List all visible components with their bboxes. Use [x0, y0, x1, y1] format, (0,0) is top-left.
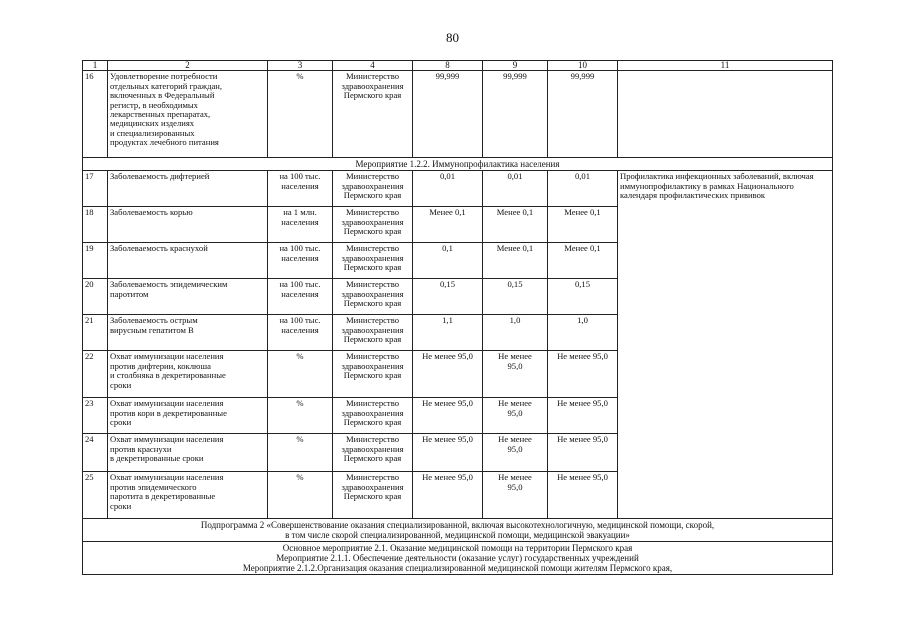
cell-text-line: продуктах лечебного питания	[110, 137, 219, 148]
value-col-10	[548, 207, 618, 243]
cell-text-line: сроки	[110, 417, 132, 428]
unit-cell	[268, 351, 333, 398]
value-col-10	[548, 398, 618, 434]
unit-cell	[268, 171, 333, 207]
cell-text-line: 0,01	[507, 171, 523, 182]
cell-text-line: сроки	[110, 500, 132, 511]
cell-text-line: вирусным гепатитом В	[110, 324, 194, 335]
cell-text-line: 0,1	[442, 243, 453, 254]
cell-text-line: населения	[281, 252, 319, 263]
cell-text-line: Пермского края	[343, 417, 402, 428]
unit-cell	[268, 434, 333, 472]
cell-text-line: на 1 млн.	[283, 207, 317, 218]
cell-text-line: здравоохранения	[341, 80, 404, 91]
indicator-name	[108, 207, 268, 243]
value-col-10	[548, 171, 618, 207]
cell-text-line: Не менее 95,0	[422, 398, 473, 409]
header-cell: 9	[483, 61, 548, 71]
cell-text-line: Не менее	[498, 398, 532, 409]
value-col-8	[413, 315, 483, 351]
cell-text-line: Не менее	[498, 472, 532, 483]
unit-cell	[268, 207, 333, 243]
cell-text-line: против кори в декретированные	[110, 407, 227, 418]
value-col-10	[548, 472, 618, 519]
cell-text-line: здравоохранения	[341, 360, 404, 371]
value-col-9	[483, 71, 548, 158]
cell-text-line: Заболеваемость корью	[110, 207, 193, 218]
cell-text-line: Пермского края	[343, 90, 402, 101]
value-col-8	[413, 171, 483, 207]
cell-text-line: 95,0	[507, 481, 523, 492]
cell-text-line: 95,0	[507, 407, 523, 418]
cell-text-line: Менее 0,1	[564, 243, 601, 254]
cell-text-line: 99,999	[570, 71, 595, 82]
table-row	[83, 171, 833, 207]
cell-text-line: %	[296, 472, 304, 483]
cell-text-line: Охват иммунизации населения	[110, 472, 224, 483]
value-col-10	[548, 315, 618, 351]
section-title: Мероприятие 1.2.2. Иммунопрофилактика населения	[83, 158, 833, 171]
value-col-8	[413, 279, 483, 315]
responsible-org	[333, 398, 413, 434]
row-number: 20	[83, 279, 108, 315]
cell-text-line: Заболеваемость дифтерией	[110, 171, 210, 182]
cell-text-line: Основное мероприятие 2.1. Оказание медицинской помощи на территории Пермского края	[282, 543, 633, 554]
cell-text-line: 0,15	[574, 279, 591, 290]
row-number: 17	[83, 171, 108, 207]
value-col-8	[413, 472, 483, 519]
unit-cell	[268, 315, 333, 351]
cell-text-line: против дифтерии, коклюша	[110, 360, 211, 371]
cell-text-line: регистр, в необходимых	[110, 99, 198, 110]
cell-text-line: %	[296, 71, 304, 82]
cell-text-line: Не менее 95,0	[557, 398, 608, 409]
value-col-8	[413, 71, 483, 158]
cell-text-line: 1,1	[442, 315, 453, 326]
indicator-name	[108, 279, 268, 315]
cell-text-line: Охват иммунизации населения	[110, 398, 224, 409]
cell-text-line: 99,999	[503, 71, 527, 82]
cell-text-line: Пермского края	[343, 226, 402, 237]
unit-cell	[268, 71, 333, 158]
value-col-8	[413, 351, 483, 398]
indicators-table	[82, 60, 833, 575]
main-activity-title	[83, 542, 833, 575]
cell-text-line: и столбняка в декретированные	[110, 370, 226, 381]
cell-text-line: 0,15	[507, 279, 523, 290]
unit-cell	[268, 472, 333, 519]
value-col-8	[413, 398, 483, 434]
cell-text-line: Заболеваемость краснухой	[110, 243, 208, 254]
value-col-9	[483, 434, 548, 472]
cell-text-line: Пермского края	[343, 370, 402, 381]
indicator-name	[108, 398, 268, 434]
cell-text-line: здравоохранения	[341, 481, 404, 492]
cell-text-line: Министерство	[346, 315, 399, 326]
row-number: 19	[83, 243, 108, 279]
section-row	[83, 519, 833, 542]
cell-text-line: Не менее	[498, 434, 532, 445]
row-number: 21	[83, 315, 108, 351]
cell-text-line: лекарственных препаратах,	[110, 109, 211, 120]
value-col-10	[548, 243, 618, 279]
responsible-org	[333, 351, 413, 398]
page-number: 80	[446, 30, 459, 45]
cell-text-line: паротитом	[110, 288, 149, 299]
header-cell: 8	[413, 61, 483, 71]
indicator-name	[108, 434, 268, 472]
cell-text-line: Пермского края	[343, 262, 402, 273]
row-number: 16	[83, 71, 108, 158]
value-col-8	[413, 207, 483, 243]
responsible-org	[333, 207, 413, 243]
value-col-10	[548, 279, 618, 315]
responsible-org	[333, 279, 413, 315]
cell-text-line: 1,0	[577, 315, 588, 326]
cell-text-line: Не менее 95,0	[557, 434, 608, 445]
cell-text-line: Не менее	[498, 351, 532, 362]
cell-text-line: Пермского края	[343, 334, 402, 345]
section-row	[83, 542, 833, 575]
cell-text-line: %	[296, 351, 304, 362]
cell-text-line: Не менее 95,0	[422, 472, 473, 483]
cell-text-line: Министерство	[346, 472, 399, 483]
cell-text-line: Менее 0,1	[564, 207, 601, 218]
value-col-8	[413, 243, 483, 279]
cell-text-line: %	[296, 398, 304, 409]
responsible-org	[333, 472, 413, 519]
cell-text-line: Заболеваемость острым	[110, 315, 198, 326]
cell-text-line: Министерство	[346, 171, 399, 182]
value-col-9	[483, 398, 548, 434]
cell-text-line: здравоохранения	[341, 407, 404, 418]
value-col-9	[483, 243, 548, 279]
responsible-org	[333, 243, 413, 279]
cell-text-line: Министерство	[346, 434, 399, 445]
value-col-10	[548, 351, 618, 398]
value-col-8	[413, 434, 483, 472]
cell-text-line: 95,0	[507, 443, 523, 454]
subprogram-title	[83, 519, 833, 542]
cell-text-line: Не менее 95,0	[557, 472, 608, 483]
cell-text-line: Не менее 95,0	[422, 434, 473, 445]
header-cell: 11	[618, 61, 833, 71]
value-col-9	[483, 171, 548, 207]
cell-text-line: Менее 0,1	[496, 243, 534, 254]
cell-text-line: и специализированных	[110, 127, 195, 138]
cell-text-line: Пермского края	[343, 453, 402, 464]
header-cell: 10	[548, 61, 618, 71]
cell-text-line: на 100 тыс.	[279, 315, 321, 326]
value-col-9	[483, 472, 548, 519]
value-col-10	[548, 434, 618, 472]
cell-text-line: 0,15	[439, 279, 456, 290]
cell-text-line: здравоохранения	[341, 324, 404, 335]
cell-text-line: Менее 0,1	[496, 207, 534, 218]
cell-text-line: %	[296, 434, 304, 445]
unit-cell	[268, 279, 333, 315]
cell-text-line: Пермского края	[343, 491, 402, 502]
cell-text-line: здравоохранения	[341, 252, 404, 263]
cell-text-line: включенных в Федеральный	[110, 90, 215, 101]
cell-text-line: Пермского края	[343, 190, 402, 201]
cell-text-line: Не менее 95,0	[422, 351, 473, 362]
note-cell	[618, 71, 833, 158]
header-cell: 4	[333, 61, 413, 71]
cell-text-line: населения	[281, 216, 319, 227]
cell-text-line: Заболеваемость эпидемическим	[110, 279, 228, 290]
indicator-name	[108, 243, 268, 279]
cell-text-line: на 100 тыс.	[279, 279, 321, 290]
section-row	[83, 158, 833, 171]
cell-text-line: паротита в декретированные	[110, 491, 216, 502]
cell-text-line: Не менее 95,0	[557, 351, 608, 362]
cell-text-line: Министерство	[346, 398, 399, 409]
unit-cell	[268, 398, 333, 434]
responsible-org	[333, 434, 413, 472]
cell-text-line: на 100 тыс.	[279, 243, 321, 254]
value-col-9	[483, 315, 548, 351]
row-number: 25	[83, 472, 108, 519]
cell-text-line: Охват иммунизации населения	[110, 351, 224, 362]
table-body	[83, 61, 833, 575]
value-col-9	[483, 351, 548, 398]
row-number: 18	[83, 207, 108, 243]
value-col-10	[548, 71, 618, 158]
cell-text-line: 0,01	[574, 171, 591, 182]
cell-text-line: Охват иммунизации населения	[110, 434, 224, 445]
header-cell: 3	[268, 61, 333, 71]
cell-text-line: Министерство	[346, 243, 399, 254]
cell-text-line: в том числе скорой специализированной, медицинской помощи, медицинской эвакуации»	[285, 530, 630, 541]
cell-text-line: в декретированные сроки	[110, 453, 204, 464]
cell-text-line: Министерство	[346, 71, 399, 82]
cell-text-line: здравоохранения	[341, 288, 404, 299]
responsible-org	[333, 171, 413, 207]
header-cell: 2	[108, 61, 268, 71]
indicator-name	[108, 71, 268, 158]
table-header-row	[83, 61, 833, 71]
indicator-name	[108, 351, 268, 398]
cell-text-line: Мероприятие 2.1.2.Организация оказания специализированной медицинской помощи жителям Пермского края,	[242, 563, 673, 574]
cell-text-line: 95,0	[507, 360, 523, 371]
responsible-org	[333, 71, 413, 158]
indicator-name	[108, 171, 268, 207]
value-col-9	[483, 279, 548, 315]
cell-text-line: Менее 0,1	[429, 207, 466, 218]
cell-text-line: Мероприятие 2.1.1. Обеспечение деятельности (оказание услуг) государственных учреждений	[276, 553, 639, 564]
cell-text-line: населения	[281, 324, 319, 335]
indicator-name	[108, 472, 268, 519]
cell-text-line: 1,0	[509, 315, 521, 326]
table-row	[83, 71, 833, 158]
note-cell: Профилактика инфекционных заболеваний, включая иммунопрофилактику в рамках Национального календаря профилактических прививок	[618, 171, 833, 519]
header-cell: 1	[83, 61, 108, 71]
cell-text-line: против краснухи	[110, 443, 172, 454]
cell-text-line: населения	[281, 288, 319, 299]
cell-text-line: Министерство	[346, 279, 399, 290]
cell-text-line: медицинских изделиях	[110, 118, 195, 129]
cell-text-line: Удовлетворение потребности	[110, 71, 218, 82]
cell-text-line: Пермского края	[343, 298, 402, 309]
cell-text-line: Министерство	[346, 207, 399, 218]
cell-text-line: здравоохранения	[341, 180, 404, 191]
row-number: 24	[83, 434, 108, 472]
value-col-9	[483, 207, 548, 243]
cell-text-line: здравоохранения	[341, 443, 404, 454]
row-number: 23	[83, 398, 108, 434]
row-number: 22	[83, 351, 108, 398]
unit-cell	[268, 243, 333, 279]
responsible-org	[333, 315, 413, 351]
cell-text-line: Подпрограмма 2 «Совершенствование оказания специализированной, включая высокотехнологичную, медицинской помощи, скорой,	[200, 520, 715, 531]
cell-text-line: здравоохранения	[341, 216, 404, 227]
cell-text-line: сроки	[110, 379, 132, 390]
cell-text-line: 0,01	[439, 171, 456, 182]
cell-text-line: против эпидемического	[110, 481, 197, 492]
cell-text-line: 99,999	[435, 71, 460, 82]
cell-text-line: отдельных категорий граждан,	[110, 80, 223, 91]
indicator-name	[108, 315, 268, 351]
cell-text-line: на 100 тыс.	[279, 171, 321, 182]
cell-text-line: Министерство	[346, 351, 399, 362]
cell-text-line: населения	[281, 180, 319, 191]
